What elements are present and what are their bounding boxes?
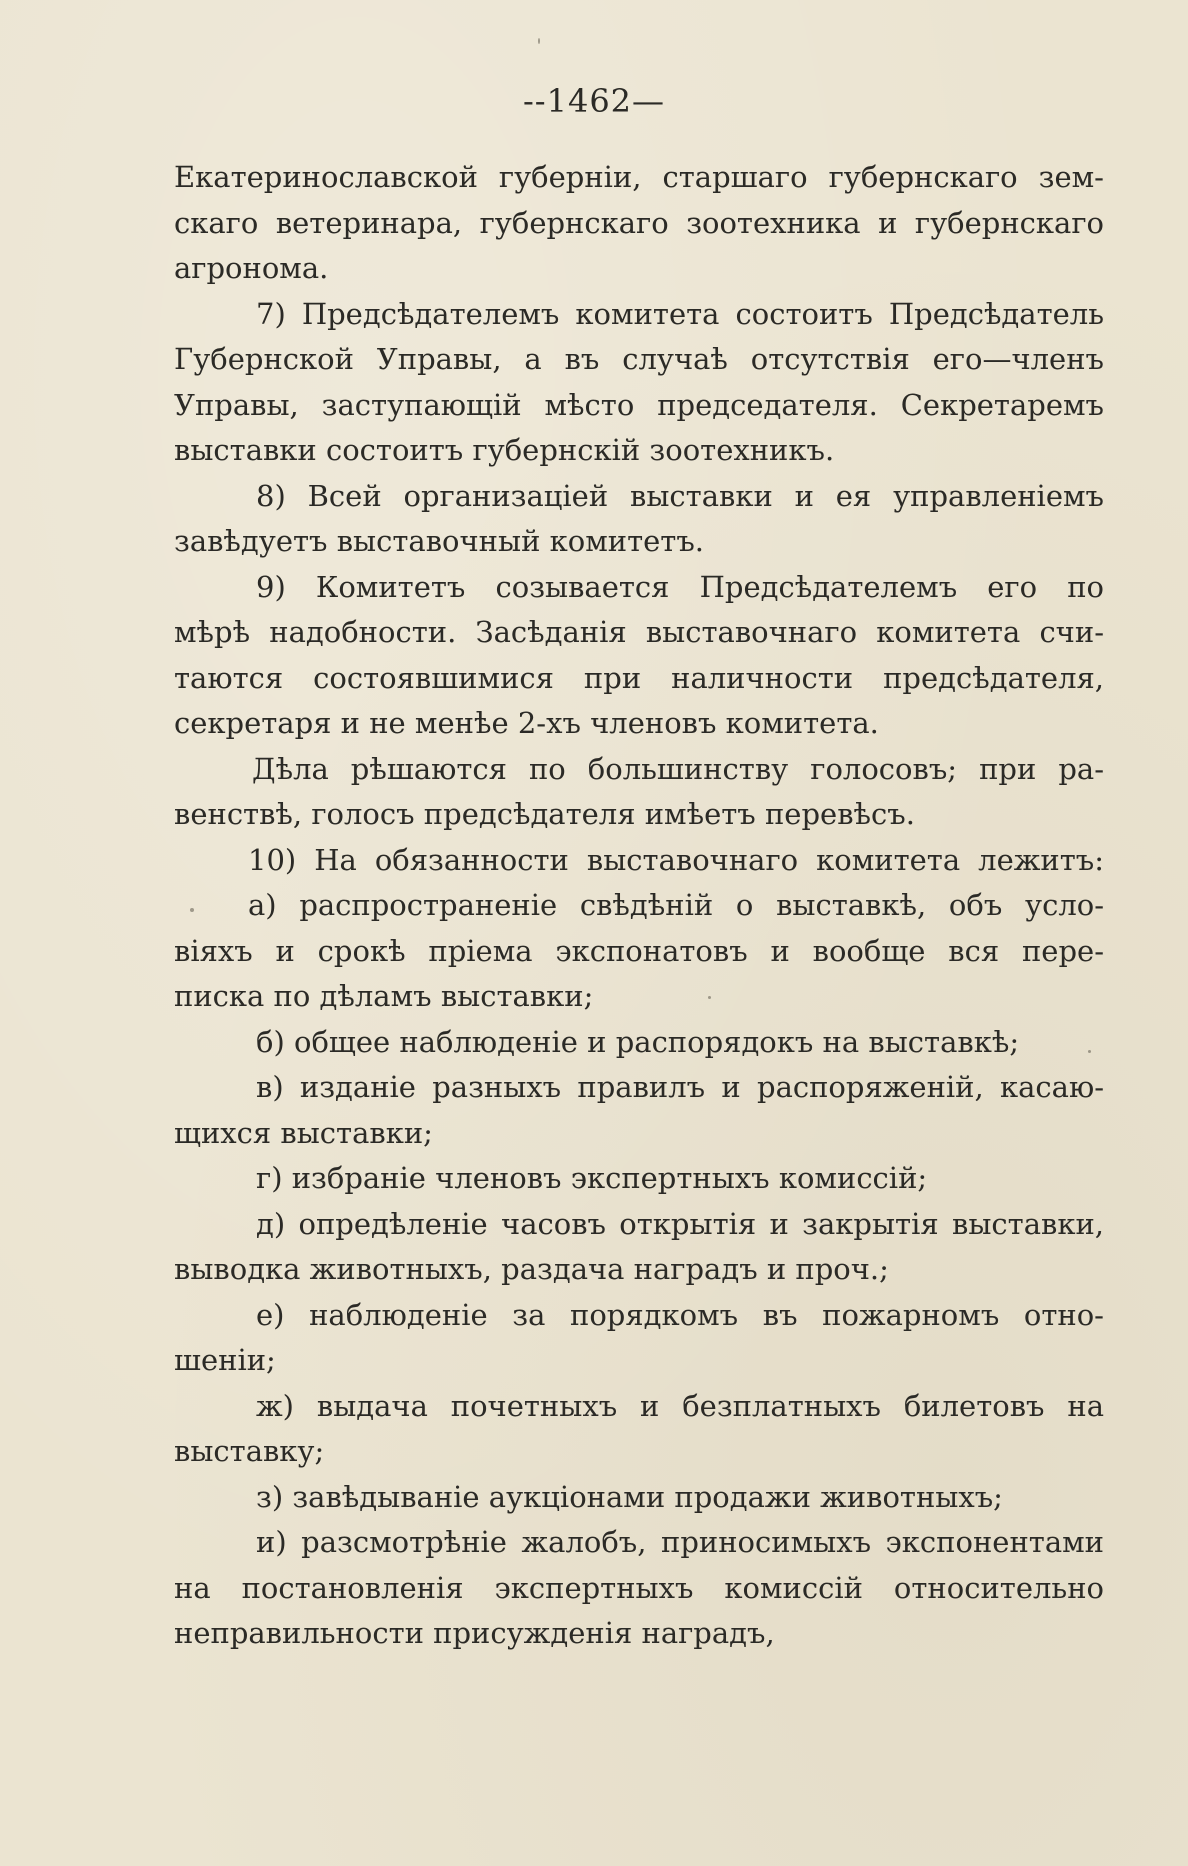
text-line: г) избраніе членовъ экспертныхъ комиссій; [256,1161,928,1195]
page-number: --1462— [522,82,666,120]
text-line: венствѣ, голосъ предсѣдателя имѣетъ перевѣсъ. [174,797,915,831]
text-line: а) распространеніе свѣдѣній о выставкѣ, объ усло- [248,888,1104,922]
paper-speck [190,908,194,912]
text-line: выставку; [174,1434,325,1468]
text-line: шеніи; [174,1343,276,1377]
text-line: мѣрѣ надобности. Засѣданія выставочнаго комитета счи- [174,615,1104,649]
body-text [174,155,1104,1657]
text-line: 7) Предсѣдателемъ комитета состоитъ Предсѣдатель [256,296,1104,331]
text-line: неправильности присужденія наградъ, [174,1616,775,1650]
text-line: б) общее наблюденіе и распорядокъ на выставкѣ; [256,1024,1020,1059]
paper-speck [1088,1050,1091,1053]
text-line: Дѣла рѣшаются по большинству голосовъ; при ра- [252,751,1104,786]
text-line: выводка животныхъ, раздача наградъ и проч.; [174,1252,889,1286]
text-line: писка по дѣламъ выставки; [174,979,594,1013]
text-line: секретаря и не менѣе 2-хъ членовъ комитета. [174,706,879,740]
paper-speck [538,38,540,44]
text-line: выставки состоитъ губернскій зоотехникъ. [174,433,835,467]
text-line: віяхъ и срокѣ пріема экспонатовъ и вообще вся пере- [174,933,1104,968]
text-line: завѣдуетъ выставочный комитетъ. [174,524,705,558]
paper-speck [708,996,711,999]
text-line: з) завѣдываніе аукціонами продажи животныхъ; [256,1479,1003,1514]
text-line: 9) Комитетъ созывается Предсѣдателемъ его по [256,569,1104,604]
text-line: Управы, заступающій мѣсто председателя. Секретаремъ [174,387,1104,422]
text-line: таются состоявшимися при наличности предсѣдателя, [174,660,1104,695]
text-line: ж) выдача почетныхъ и безплатныхъ билетовъ на [256,1388,1104,1423]
text-line: Екатеринославской губерніи, старшаго губернскаго зем- [174,160,1104,194]
text-line: д) опредѣленіе часовъ открытія и закрытія выставки, [256,1206,1104,1241]
text-line: в) изданіе разныхъ правилъ и распоряженій, касаю- [256,1070,1104,1104]
text-line: скаго ветеринара, губернскаго зоотехника и губернскаго [174,205,1104,240]
text-line: е) наблюденіе за порядкомъ въ пожарномъ отно- [256,1297,1104,1332]
text-line: агронома. [174,251,329,285]
text-line: и) разсмотрѣніе жалобъ, приносимыхъ экспонентами [256,1525,1104,1559]
text-line: 10) На обязанности выставочнаго комитета лежитъ: [248,842,1104,877]
text-line: Губернской Управы, а въ случаѣ отсутствія его—членъ [174,342,1104,376]
text-line: 8) Всей организаціей выставки и ея управленіемъ [256,478,1104,513]
text-line: щихся выставки; [174,1115,433,1150]
text-line: на постановленія экспертныхъ комиссій относительно [174,1570,1104,1605]
